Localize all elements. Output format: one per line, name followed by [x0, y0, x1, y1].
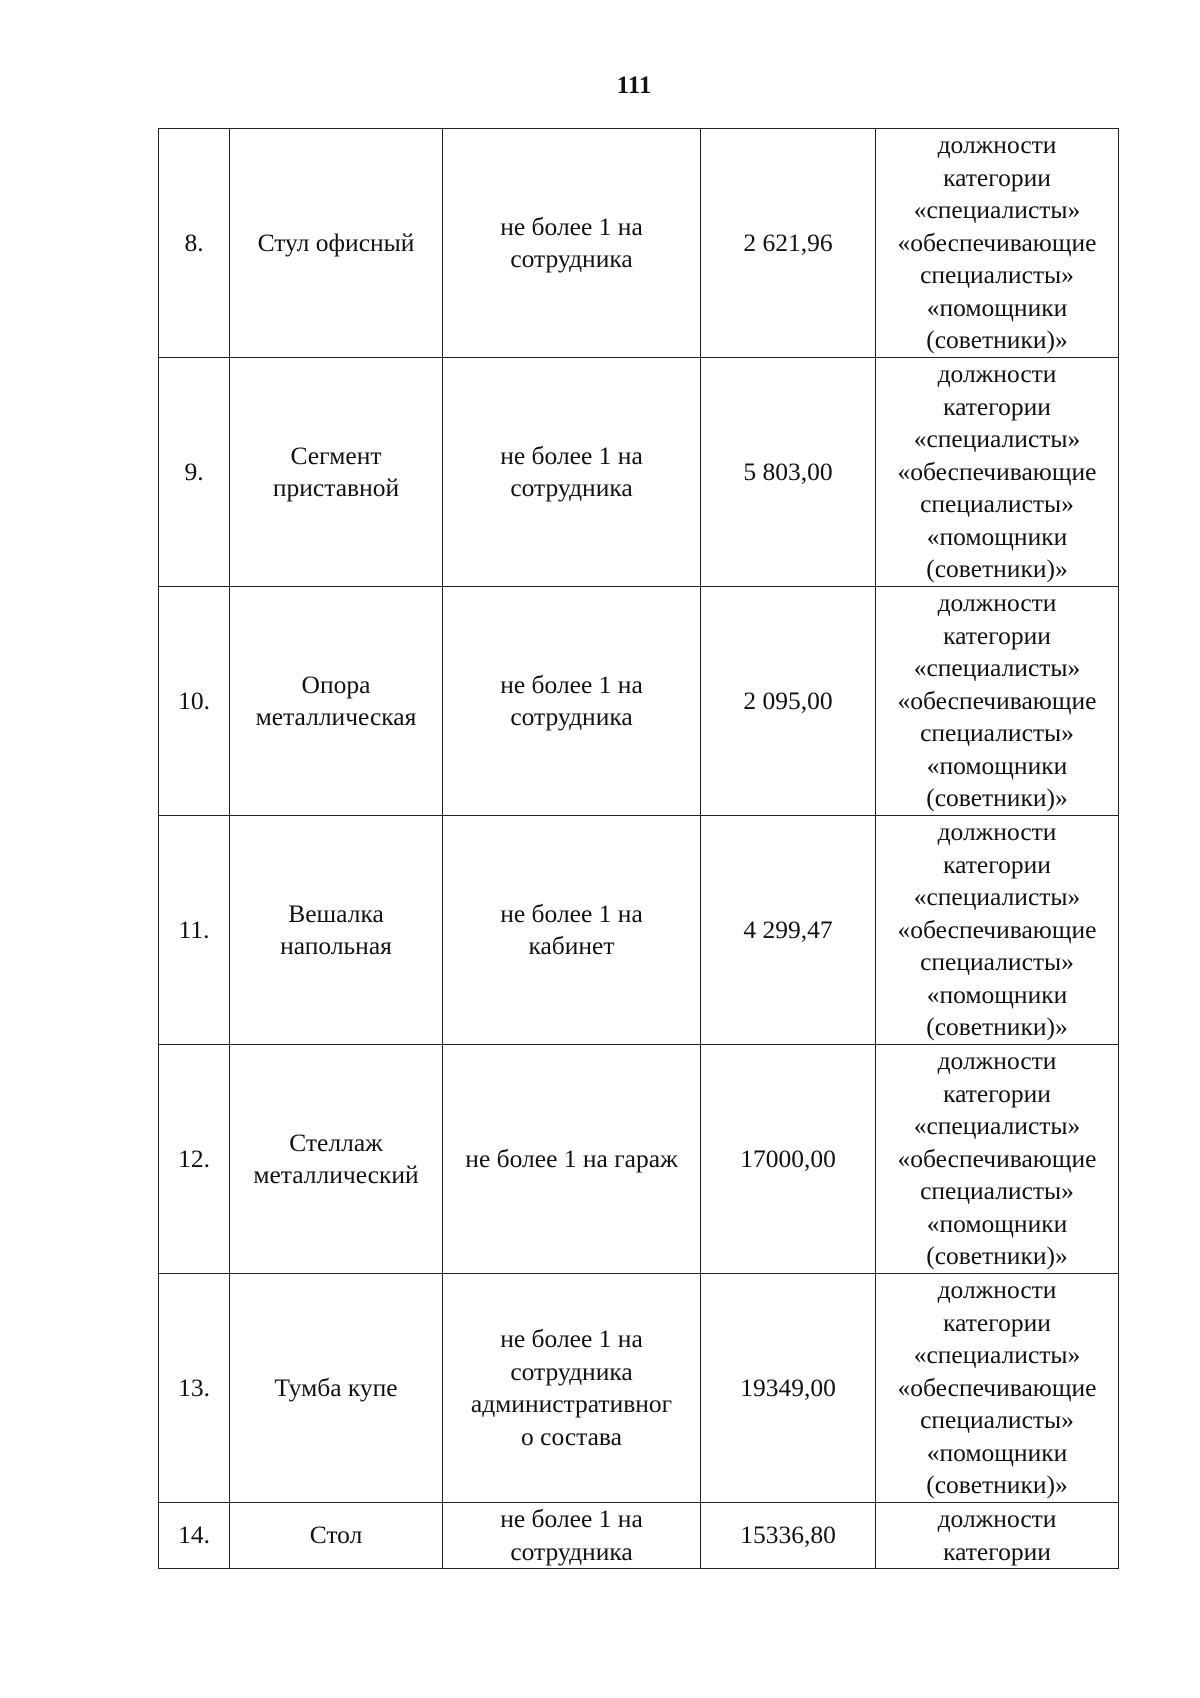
position-category-line: специалисты»: [920, 718, 1074, 748]
price-cell: 17000,00: [701, 1045, 876, 1274]
position-category-line: «специалисты»: [913, 1340, 1081, 1370]
item-name-cell: Стеллаж металлический: [230, 1045, 443, 1274]
position-category-line: «обеспечивающие: [897, 914, 1097, 944]
position-category-line: (советники)»: [926, 1012, 1068, 1042]
item-name-cell: Опора металлическая: [230, 587, 443, 816]
quantity-norm-cell: не более 1 на сотрудника: [443, 587, 701, 816]
row-number-cell: 12.: [159, 1045, 230, 1274]
position-category-line: «помощники: [926, 521, 1068, 551]
position-category-line: специалисты»: [920, 489, 1074, 519]
position-category-line: «обеспечивающие: [897, 685, 1097, 715]
item-name-cell: Тумба купе: [230, 1274, 443, 1503]
quantity-norm-cell: не более 1 на сотрудника: [443, 358, 701, 587]
position-category-line: специалисты»: [920, 1405, 1074, 1435]
position-category-line: «обеспечивающие: [897, 456, 1097, 486]
table-row: [159, 587, 1119, 816]
position-category-cell: [876, 358, 1119, 587]
position-category-line: «помощники: [926, 979, 1068, 1009]
position-category-line: категории: [943, 1307, 1051, 1337]
position-category-line: должности: [937, 1504, 1057, 1533]
position-category-line: должности: [937, 1275, 1057, 1305]
position-category-cell: [876, 129, 1119, 358]
table-row: [159, 1503, 1119, 1569]
position-category-line: (советники)»: [926, 1241, 1068, 1271]
position-category-cell: [876, 1274, 1119, 1503]
item-name-cell: Сегмент приставной: [230, 358, 443, 587]
position-category-line: должности: [937, 588, 1057, 618]
position-category-line: категории: [943, 1536, 1051, 1566]
position-category-line: (советники)»: [926, 1470, 1068, 1500]
row-number-cell: 14.: [159, 1503, 230, 1569]
quantity-norm-cell: не более 1 на сотрудника административног о состава: [443, 1274, 701, 1503]
position-category-line: «помощники: [926, 1208, 1068, 1238]
position-category-line: «обеспечивающие: [897, 1372, 1097, 1402]
row-number-cell: 11.: [159, 816, 230, 1045]
position-category-line: (советники)»: [926, 554, 1068, 584]
position-category-line: должности: [937, 359, 1057, 389]
position-category-line: «обеспечивающие: [897, 227, 1097, 257]
position-category-line: «помощники: [926, 750, 1068, 780]
row-number-cell: 13.: [159, 1274, 230, 1503]
quantity-norm-cell: не более 1 на сотрудника: [443, 129, 701, 358]
position-category-line: «специалисты»: [913, 195, 1081, 225]
price-cell: 2 095,00: [701, 587, 876, 816]
position-category-line: категории: [943, 1078, 1051, 1108]
table-row: [159, 1045, 1119, 1274]
position-category-line: должности: [937, 1046, 1057, 1076]
item-name-cell: Стол: [230, 1503, 443, 1569]
price-cell: 2 621,96: [701, 129, 876, 358]
position-category-line: должности: [937, 817, 1057, 847]
position-category-cell: [876, 1503, 1119, 1569]
price-cell: 4 299,47: [701, 816, 876, 1045]
furniture-norms-table: [158, 128, 1119, 1569]
position-category-line: категории: [943, 391, 1051, 421]
table-row: [159, 816, 1119, 1045]
price-cell: 15336,80: [701, 1503, 876, 1569]
table-body: [159, 129, 1119, 1569]
position-category-cell: [876, 1045, 1119, 1274]
row-number-cell: 8.: [159, 129, 230, 358]
position-category-line: категории: [943, 620, 1051, 650]
item-name-cell: Вешалка напольная: [230, 816, 443, 1045]
position-category-line: «обеспечивающие: [897, 1143, 1097, 1173]
position-category-line: специалисты»: [920, 1176, 1074, 1206]
position-category-line: должности: [937, 130, 1057, 160]
position-category-line: «специалисты»: [913, 882, 1081, 912]
table-row: [159, 1274, 1119, 1503]
price-cell: 19349,00: [701, 1274, 876, 1503]
table-row: [159, 358, 1119, 587]
position-category-line: специалисты»: [920, 260, 1074, 290]
quantity-norm-cell: не более 1 на сотрудника: [443, 1503, 701, 1569]
position-category-line: (советники)»: [926, 325, 1068, 355]
row-number-cell: 9.: [159, 358, 230, 587]
position-category-line: «специалисты»: [913, 424, 1081, 454]
position-category-cell: [876, 816, 1119, 1045]
position-category-line: «специалисты»: [913, 1111, 1081, 1141]
position-category-line: (советники)»: [926, 783, 1068, 813]
position-category-line: «помощники: [926, 1437, 1068, 1467]
position-category-cell: [876, 587, 1119, 816]
quantity-norm-cell: не более 1 на кабинет: [443, 816, 701, 1045]
position-category-line: категории: [943, 162, 1051, 192]
item-name-cell: Стул офисный: [230, 129, 443, 358]
position-category-line: «помощники: [926, 292, 1068, 322]
page-number: 111: [616, 72, 652, 99]
position-category-line: категории: [943, 849, 1051, 879]
table-row: [159, 129, 1119, 358]
position-category-line: «специалисты»: [913, 653, 1081, 683]
price-cell: 5 803,00: [701, 358, 876, 587]
position-category-line: специалисты»: [920, 947, 1074, 977]
quantity-norm-cell: не более 1 на гараж: [443, 1045, 701, 1274]
row-number-cell: 10.: [159, 587, 230, 816]
